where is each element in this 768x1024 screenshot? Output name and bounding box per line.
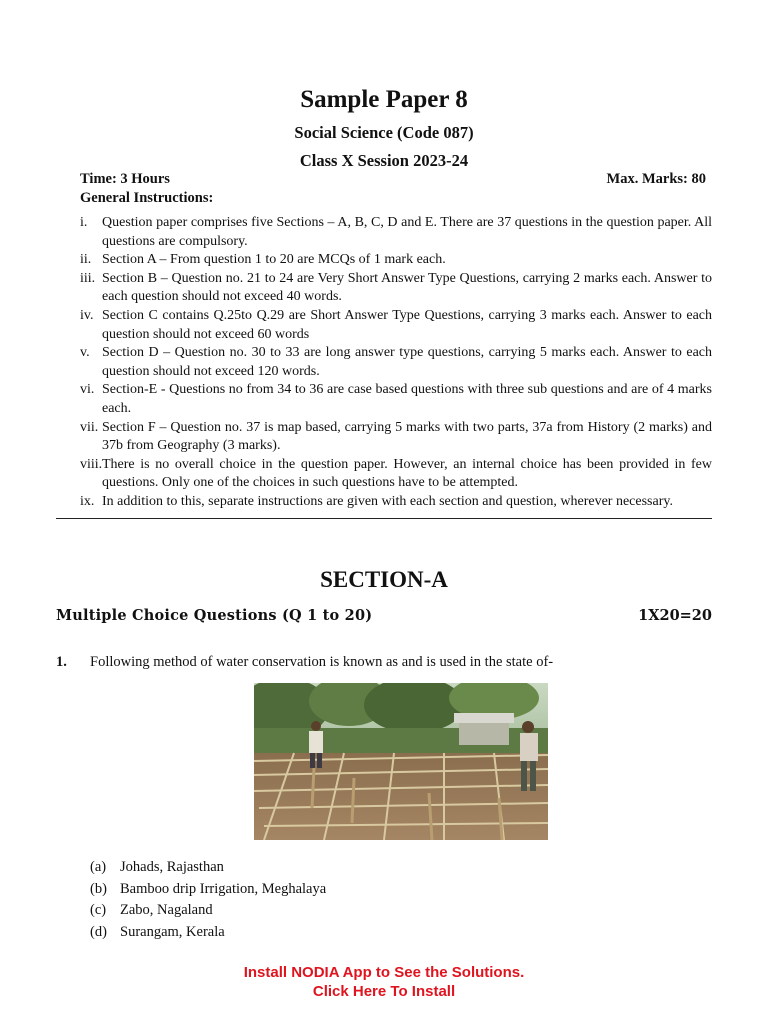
question-number: 1. (56, 654, 67, 670)
instruction-text: Section-E - Questions no from 34 to 36 are case based questions with three sub questions and are of 4 marks each. (102, 382, 712, 416)
instruction-number: vi. (80, 382, 95, 398)
instruction-text: Section D – Question no. 30 to 33 are long answer type questions, carrying 5 marks each. Answer to each question should not exceed 120 words. (102, 345, 712, 379)
option-c[interactable] (90, 900, 326, 922)
instruction-item (80, 344, 712, 381)
max-marks-label: Max. Marks: 80 (606, 171, 706, 187)
question-text: Following method of water conservation is known as and is used in the state of- (90, 654, 554, 670)
option-text: Johads, Rajasthan (120, 859, 224, 875)
instruction-number: iii. (80, 270, 96, 286)
option-letter: (c) (90, 902, 107, 918)
instruction-item (80, 214, 712, 251)
instruction-item (80, 456, 712, 493)
instruction-number: ix. (80, 493, 95, 509)
mcq-heading: Multiple Choice Questions (Q 1 to 20) (56, 607, 373, 624)
instruction-number: vii. (80, 419, 99, 435)
option-letter: (d) (90, 923, 107, 940)
section-marks: 1X20=20 (638, 607, 712, 624)
instruction-text: Question paper comprises five Sections – A, B, C, D and E. There are 37 questions in the question paper. All questions are compulsory. (102, 215, 712, 249)
time-label: Time: 3 Hours (80, 171, 170, 187)
install-app-link[interactable]: Install NODIA App to See the Solutions. (243, 964, 525, 981)
instruction-item (80, 381, 712, 418)
instruction-text: Section A – From question 1 to 20 are MCQs of 1 mark each. (102, 252, 446, 268)
instruction-text: Section B – Question no. 21 to 24 are Very Short Answer Type Questions, carrying 2 marks each. Answer to each question should not exceed 40 words. (102, 270, 712, 305)
instruction-number: i. (80, 215, 88, 230)
instruction-text: There is no overall choice in the question paper. However, an internal choice has been provided in few questions. Only one of the choices in such questions have to be attempted. (102, 456, 712, 491)
option-d[interactable] (90, 922, 326, 944)
section-title: SECTION-A (320, 567, 448, 592)
option-text: Bamboo drip Irrigation, Meghalaya (120, 880, 327, 897)
instruction-number: iv. (80, 307, 94, 323)
instruction-item (80, 493, 712, 512)
click-to-install-link[interactable]: Click Here To Install (312, 983, 456, 1000)
option-text: Zabo, Nagaland (120, 902, 213, 918)
instructions-heading: General Instructions: (80, 190, 214, 206)
session-line: Class X Session 2023-24 (299, 151, 469, 170)
instruction-item (80, 270, 712, 307)
instruction-text: Section F – Question no. 37 is map based, carrying 5 marks with two parts, 37a from History (2 marks) and 37b from Geography (3 marks). (102, 419, 712, 454)
subject-line: Social Science (Code 087) (294, 123, 474, 142)
instruction-number: v. (80, 345, 90, 361)
instruction-item (80, 251, 712, 270)
instruction-text: In addition to this, separate instructions are given with each section and question, wherever necessary. (102, 493, 673, 509)
instruction-item (80, 307, 712, 344)
instruction-text: Section C contains Q.25to Q.29 are Short Answer Type Questions, carrying 3 marks each. Answer to each question should not exceed 60 words (102, 307, 712, 342)
divider-line (56, 518, 712, 519)
bamboo-irrigation-photo (254, 683, 548, 840)
option-b[interactable] (90, 879, 326, 901)
instruction-number: ii. (80, 252, 92, 268)
paper-title: Sample Paper 8 (300, 86, 468, 113)
option-letter: (a) (90, 859, 107, 875)
instruction-item (80, 419, 712, 456)
instruction-number: viii. (80, 456, 103, 472)
instructions-list (80, 214, 712, 512)
option-a[interactable] (90, 857, 326, 879)
option-letter: (b) (90, 880, 107, 897)
options-list (90, 857, 326, 943)
option-text: Surangam, Kerala (120, 923, 225, 940)
